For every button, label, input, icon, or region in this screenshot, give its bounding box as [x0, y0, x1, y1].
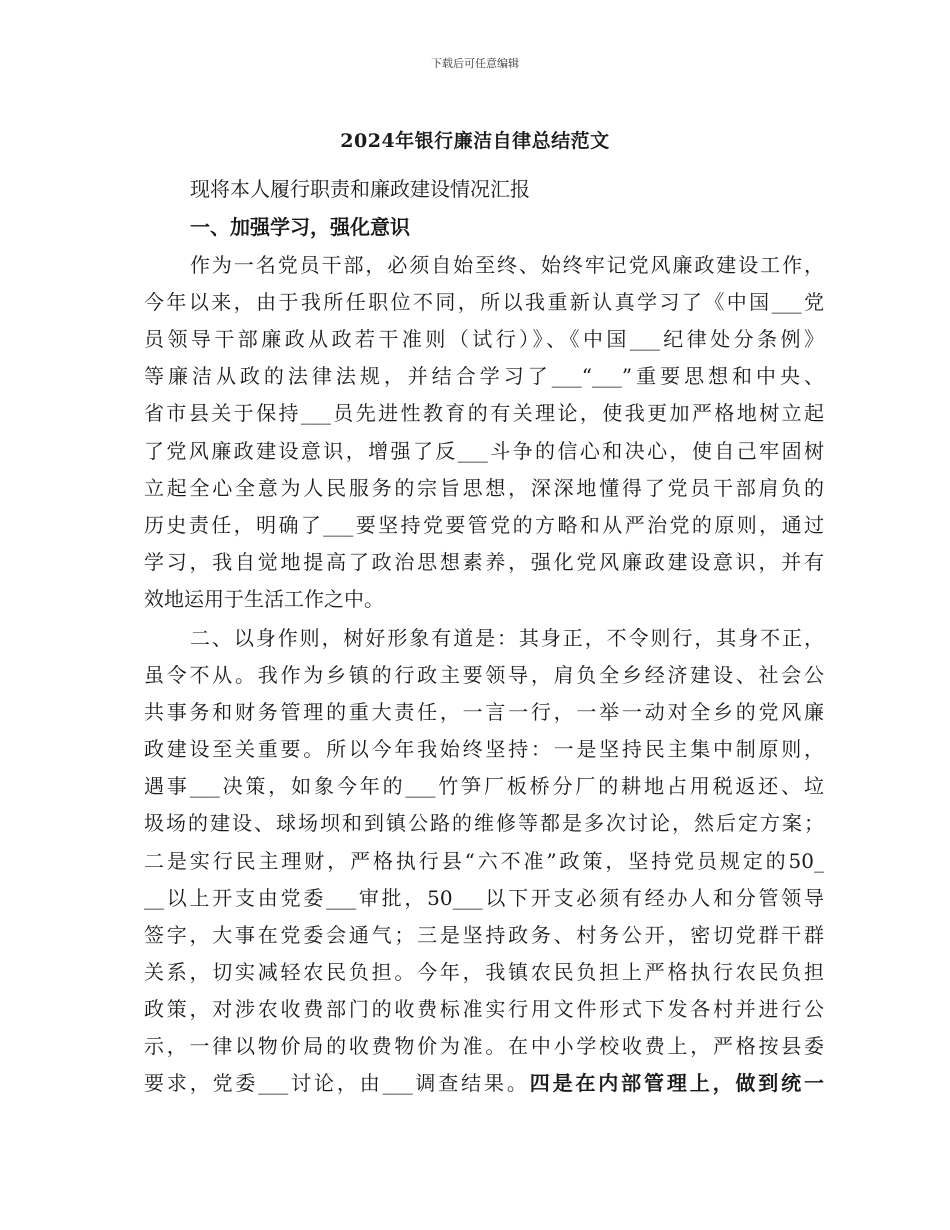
body-line: 等廉洁从政的法律法规，并结合学习了___“___”重要思想和中央、	[144, 364, 824, 388]
body-line: 圾场的建设、球场坝和到镇公路的维修等都是多次讨论，然后定方案；	[144, 811, 824, 835]
body-line: 关系，切实减轻农民负担。今年，我镇农民负担上严格执行农民负担	[144, 960, 824, 984]
body-line: 一、加强学习，强化意识	[190, 215, 410, 239]
body-line: 员领导干部廉政从政若干准则（试行）》、《中国___纪律处分条例》	[144, 327, 824, 351]
body-line: 共事务和财务管理的重大责任，一言一行，一举一动对全乡的党风廉	[144, 700, 824, 724]
body-line: 现将本人履行职责和廉政建设情况汇报	[190, 177, 530, 201]
body-line: 了党风廉政建设意识，增强了反___斗争的信心和决心，使自己牢固树	[144, 439, 824, 463]
body-line: 示，一律以物价局的收费物价为准。在中小学校收费上，严格按县委	[144, 1034, 824, 1058]
body-line: __以上开支由党委___审批，50___以下开支必须有经办人和分管领导	[144, 886, 824, 910]
body-line: 二、以身作则，树好形象有道是：其身正，不令则行，其身不正，	[190, 626, 824, 650]
body-line: 作为一名党员干部，必须自始至终、始终牢记党风廉政建设工作，	[190, 253, 824, 277]
body-line: 立起全心全意为人民服务的宗旨思想，深深地懂得了党员干部肩负的	[144, 476, 824, 500]
body-line: 政策，对涉农收费部门的收费标准实行用文件形式下发各村并进行公	[144, 997, 824, 1021]
body-line: 遇事___决策，如象今年的___竹笋厂板桥分厂的耕地占用税返还、垃	[144, 774, 824, 798]
body-line: 二是实行民主理财，严格执行县“六不准”政策，坚持党员规定的50_	[144, 849, 824, 873]
body-line: 历史责任，明确了___要坚持党要管党的方略和从严治党的原则，通过	[144, 513, 824, 537]
body-line-final	[144, 1068, 824, 1098]
body-line: 签字，大事在党委会通气；三是坚持政务、村务公开，密切党群干群	[144, 923, 824, 947]
body-line: 今年以来，由于我所任职位不同，所以我重新认真学习了《中国___党	[144, 290, 824, 314]
body-line: 省市县关于保持___员先进性教育的有关理论，使我更加严格地树立起	[144, 401, 824, 425]
final-line-normal: 要求，党委___讨论，由___调查结果。	[144, 1071, 530, 1095]
final-line-bold: 四是在内部管理上，做到统一	[529, 1071, 825, 1095]
body-line: 效地运用于生活工作之中。	[144, 587, 384, 611]
body-line: 学习，我自觉地提高了政治思想素养，强化党风廉政建设意识，并有	[144, 550, 824, 574]
header-note: 下载后可任意编辑	[431, 57, 519, 70]
document-title: 2024年银行廉洁自律总结范文	[340, 130, 610, 152]
body-line: 政建设至关重要。所以今年我始终坚持：一是坚持民主集中制原则，	[144, 737, 824, 761]
body-line: 虽令不从。我作为乡镇的行政主要领导，肩负全乡经济建设、社会公	[144, 663, 824, 687]
